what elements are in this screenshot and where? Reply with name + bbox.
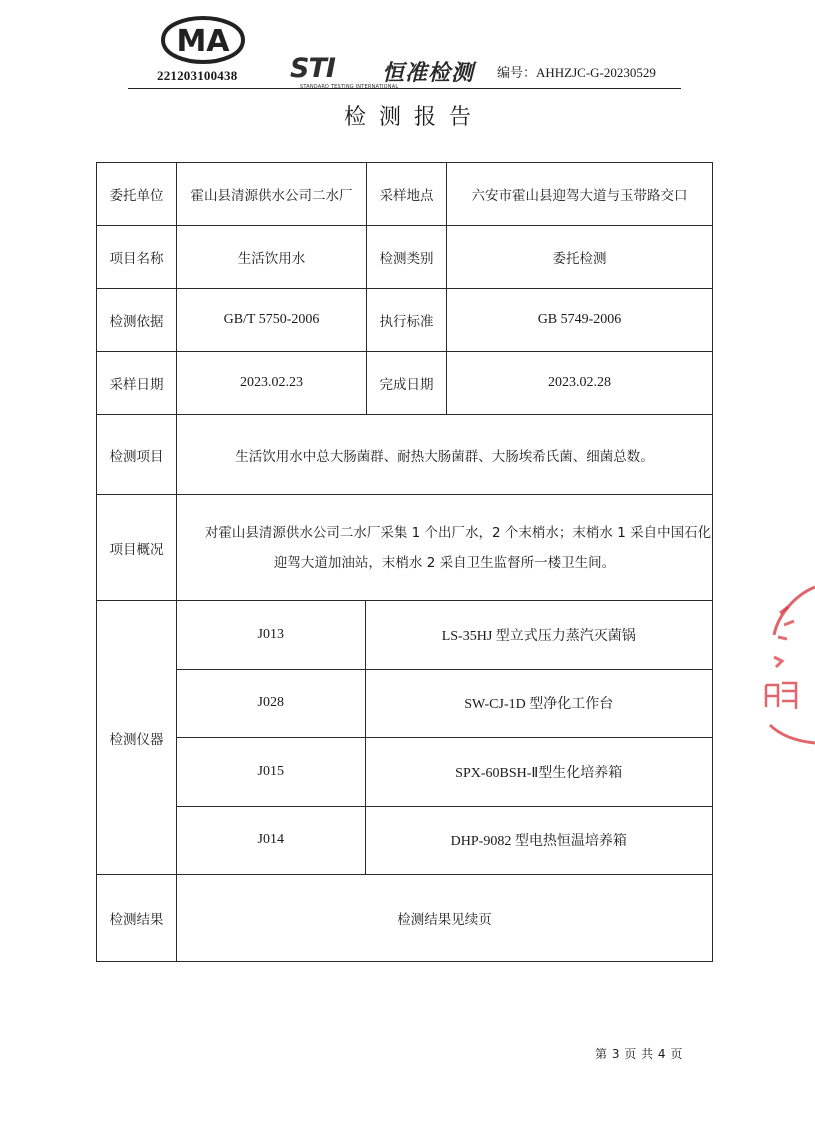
instrument-name: SPX-60BSH-Ⅱ型生化培养箱 — [365, 738, 712, 807]
cma-logo — [157, 14, 249, 66]
report-number: 编号：AHHZJC-G-20230529 — [497, 65, 656, 80]
instrument-name: LS-35HJ 型立式压力蒸汽灭菌锅 — [365, 601, 712, 669]
sampling-date-value: 2023.02.23 — [177, 352, 367, 415]
client-label: 委托单位 — [97, 163, 177, 226]
test-type-label: 检测类别 — [367, 226, 447, 289]
client-value: 霍山县清源供水公司二水厂 — [177, 163, 367, 226]
test-items-value: 生活饮用水中总大肠菌群、耐热大肠菌群、大肠埃希氏菌、细菌总数。 — [177, 415, 713, 495]
overview-label: 项目概况 — [97, 495, 177, 601]
instrument-code: J015 — [177, 738, 365, 807]
instruments-cell — [177, 601, 713, 875]
instrument-code: J014 — [177, 806, 365, 874]
project-name-label: 项目名称 — [97, 226, 177, 289]
instrument-row — [177, 669, 712, 738]
instrument-name: SW-CJ-1D 型净化工作台 — [365, 669, 712, 738]
sampling-date-label: 采样日期 — [97, 352, 177, 415]
row-overview — [97, 495, 713, 601]
row-result — [97, 875, 713, 962]
ma-logo-text: MA — [176, 24, 230, 59]
standard-label: 执行标准 — [367, 289, 447, 352]
instrument-row — [177, 738, 712, 807]
header-divider — [128, 88, 681, 89]
row-instruments — [97, 601, 713, 875]
page-title: 检测报告 — [343, 105, 484, 130]
sampling-location-value: 六安市霍山县迎驾大道与玉带路交口 — [447, 163, 713, 226]
project-name-value: 生活饮用水 — [177, 226, 367, 289]
result-value: 检测结果见续页 — [177, 875, 713, 962]
overview-value: 对霍山县清源供水公司二水厂采集 1 个出厂水，2 个末梢水；末梢水 1 采自中国石化迎驾大道加油站，末梢水 2 采自卫生监督所一楼卫生间。 — [177, 495, 713, 601]
instrument-row — [177, 601, 712, 669]
instrument-code: J013 — [177, 601, 365, 669]
sampling-location-label: 采样地点 — [367, 163, 447, 226]
test-basis-value: GB/T 5750-2006 — [177, 289, 367, 352]
row-test-items — [97, 415, 713, 495]
instrument-code: J028 — [177, 669, 365, 738]
report-table — [96, 162, 713, 962]
test-basis-label: 检测依据 — [97, 289, 177, 352]
instrument-name: DHP-9082 型电热恒温培养箱 — [450, 834, 627, 850]
sti-logo: STI — [290, 53, 335, 84]
row-dates — [97, 352, 713, 415]
brand-name: 恒准检测 — [382, 61, 475, 86]
instrument-row — [177, 806, 712, 874]
row-project — [97, 226, 713, 289]
page-number: 第 3 页 共 4 页 — [595, 1047, 683, 1061]
completion-date-value: 2023.02.28 — [447, 352, 713, 415]
red-seal-fragment — [760, 585, 815, 745]
row-client — [97, 163, 713, 226]
instruments-label: 检测仪器 — [97, 601, 177, 875]
test-type-value: 委托检测 — [447, 226, 713, 289]
completion-date-label: 完成日期 — [367, 352, 447, 415]
result-label: 检测结果 — [97, 875, 177, 962]
instrument-list — [177, 601, 712, 874]
sti-logo-subtitle: STANDARD TESTING INTERNATIONAL — [300, 84, 399, 90]
certificate-number: 221203100438 — [157, 68, 238, 83]
row-basis — [97, 289, 713, 352]
standard-value: GB 5749-2006 — [447, 289, 713, 352]
test-items-label: 检测项目 — [97, 415, 177, 495]
